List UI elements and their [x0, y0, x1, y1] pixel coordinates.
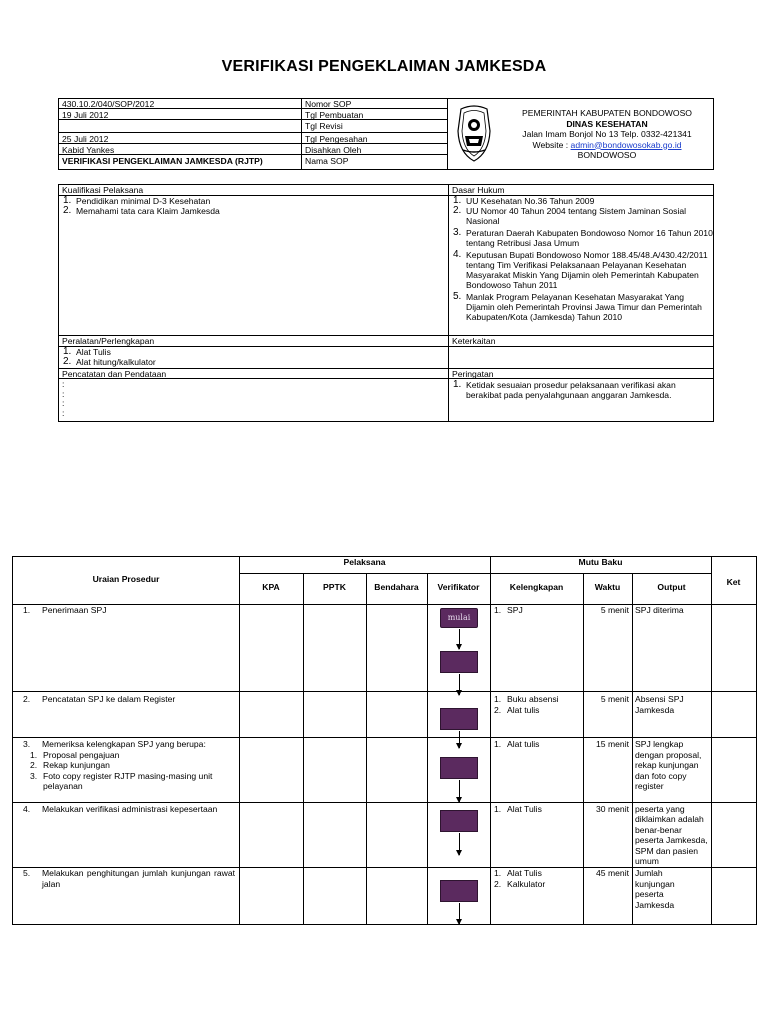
row-output: Jumlah kunjungan peserta Jamkesda: [635, 868, 675, 910]
grid-line: [13, 691, 756, 692]
list-item: 1. Alat Tulis: [494, 868, 542, 878]
government-name: PEMERINTAH KABUPATEN BONDOWOSO: [522, 108, 692, 118]
header-ket: Ket: [726, 577, 741, 587]
row-output: Absensi SPJ Jamkesda: [635, 694, 684, 715]
pencatatan-heading: Pencatatan dan Pendataan: [62, 369, 167, 379]
pencatatan-lines: [59, 380, 448, 418]
grid-line: [427, 574, 428, 924]
flow-arrow: [459, 674, 460, 695]
list-item: 4. Keputusan Bupati Bondowoso Nomor 188.45/48.A/430.42/2011 tentang Tim Verifikasi Pelaksanaan Pelayanan Kesehatan Masyarakat Miskin Yang Dijamin oleh Pemerintah Kabupaten Bondowoso Tahun 2011: [453, 249, 708, 290]
flow-arrow: [459, 903, 460, 924]
dasar-hukum-list: [449, 196, 713, 322]
row-waktu: 5 menit: [600, 694, 629, 704]
header-output: Output: [657, 582, 686, 592]
list-item: 1. Alat Tulis: [494, 804, 542, 814]
keterkaitan-cell: [449, 336, 713, 346]
row-kelengkapan: [490, 804, 583, 815]
header-kpa: KPA: [262, 582, 280, 592]
sop-labels-column: [302, 99, 448, 169]
flow-start-terminal: mulai: [440, 608, 478, 628]
list-item: 2. UU Nomor 40 Tahun 2004 tentang Sistem Jaminan Sosial Nasional: [453, 205, 687, 226]
row-number: 2.: [23, 694, 31, 704]
row-description: Penerimaan SPJ: [42, 605, 107, 615]
row-waktu: 30 menit: [596, 804, 629, 814]
row-number: 1.: [23, 605, 31, 615]
list-item: 1. Alat Tulis: [63, 346, 111, 357]
list-item: 2. Kalkulator: [494, 878, 546, 889]
organization-address: [503, 108, 711, 161]
list-item: 2. Alat hitung/kalkulator: [63, 356, 156, 367]
row-description: Memeriksa kelengkapan SPJ yang berupa:: [42, 739, 206, 749]
website-line: [503, 140, 711, 151]
peringatan-list: [449, 380, 713, 400]
city-name: BONDOWOSO: [577, 150, 637, 160]
dasar-hukum-heading: Dasar Hukum: [452, 185, 505, 195]
pencatatan-line: :: [62, 379, 65, 389]
list-item: 3. Foto copy register RJTP masing-masing unit pelayanan: [30, 770, 213, 792]
row-kelengkapan: [490, 739, 583, 750]
kualifikasi-heading: Kualifikasi Pelaksana: [62, 185, 144, 195]
list-item: 1. Proposal pengajuan: [30, 749, 120, 760]
row-description: Melakukan verifikasi administrasi kepesertaan: [42, 804, 218, 814]
pencatatan-line: :: [62, 388, 65, 399]
row-output: peserta yang diklaimkan adalah benar-benar peserta Jamkesda, SPM dan pasien umum: [635, 804, 708, 867]
peralatan-list: [59, 347, 448, 367]
pencatatan-cell: [59, 369, 448, 418]
flow-process-box: [440, 708, 478, 730]
sop-name-label: Nama SOP: [305, 156, 349, 166]
revision-date-value: [59, 121, 301, 133]
header-bendahara: Bendahara: [374, 582, 419, 592]
approved-by-label: Disahkan Oleh: [302, 145, 447, 155]
page-title: VERIFIKASI PENGEKLAIMAN JAMKESDA: [221, 58, 547, 75]
grid-line: [632, 574, 633, 924]
pencatatan-line: :: [62, 398, 65, 408]
list-item: 1. UU Kesehatan No.36 Tahun 2009: [453, 195, 595, 206]
peralatan-cell: [59, 336, 448, 367]
website-label: Website :: [532, 139, 569, 150]
flow-document-box: [440, 651, 478, 673]
list-item: 2. Alat tulis: [494, 704, 540, 715]
grid-line: [366, 574, 367, 924]
kualifikasi-list: [59, 196, 448, 216]
header-waktu: Waktu: [594, 582, 621, 592]
sop-values-column: [59, 99, 302, 169]
list-item: 2. Memahami tata cara Klaim Jamkesda: [63, 205, 220, 216]
list-item: 1. SPJ: [494, 605, 523, 615]
row-sub-list: [26, 750, 237, 792]
list-item: 5. Manlak Program Pelayanan Kesehatan Masyarakat Yang Dijamin oleh Pemerintah Provinsi Jawa Timur dan Pemerintah Kabupaten/Kota (Jamkesda) Tahun 2010: [453, 291, 702, 322]
header-mutu-baku: Mutu Baku: [578, 557, 623, 567]
organization-block: [448, 99, 713, 169]
grid-line: [711, 557, 712, 924]
procedure-table: [12, 556, 757, 925]
flow-process-box: [440, 810, 478, 832]
approved-by-value: Kabid Yankes: [59, 145, 301, 155]
approval-date-value: 25 Juli 2012: [59, 134, 301, 144]
district-seal-icon: [455, 103, 493, 165]
revision-date-label: Tgl Revisi: [302, 121, 447, 133]
dasar-hukum-cell: [449, 185, 713, 322]
row-waktu: 5 menit: [600, 605, 629, 615]
peringatan-cell: [449, 369, 713, 400]
grid-line: [13, 802, 756, 803]
flow-arrow: [459, 833, 460, 855]
list-item: 1. Buku absensi: [494, 694, 559, 704]
kualifikasi-cell: [59, 185, 448, 216]
sop-number-value: 430.10.2/040/SOP/2012: [59, 99, 301, 109]
grid-line: [239, 557, 240, 924]
flow-arrow: [459, 780, 460, 802]
list-item: 1. Pendidikan minimal D-3 Kesehatan: [63, 195, 211, 206]
header-kelengkapan: Kelengkapan: [509, 582, 564, 592]
peralatan-heading: Peralatan/Perlengkapan: [62, 336, 155, 346]
header-uraian: Uraian Prosedur: [92, 574, 160, 584]
row-number: 3.: [23, 739, 31, 749]
list-item: 2. Rekap kunjungan: [30, 760, 110, 771]
list-item: 3. Peraturan Daerah Kabupaten Bondowoso Nomor 16 Tahun 2010 tentang Retribusi Jasa Umum: [453, 227, 713, 248]
row-waktu: 15 menit: [596, 739, 629, 749]
grid-line: [239, 573, 711, 574]
header-pelaksana: Pelaksana: [343, 557, 386, 567]
row-kelengkapan: [490, 694, 583, 715]
header-verifikator: Verifikator: [437, 582, 480, 592]
address-line: Jalan Imam Bonjol No 13 Telp. 0332-421341: [522, 129, 692, 139]
sop-header-table: [58, 98, 714, 170]
list-item: 1. Ketidak sesuaian prosedur pelaksanaan verifikasi akan berakibat pada penyalahgunaan anggaran Jamkesda.: [453, 379, 676, 400]
grid-line: [13, 737, 756, 738]
keterkaitan-heading: Keterkaitan: [452, 336, 496, 346]
row-number: 5.: [23, 868, 31, 878]
sop-name-value: VERIFIKASI PENGEKLAIMAN JAMKESDA (RJTP): [62, 156, 263, 166]
sop-number-label: Nomor SOP: [302, 99, 447, 109]
peringatan-heading: Peringatan: [452, 369, 494, 379]
row-output: SPJ lengkap dengan proposal, rekap kunjungan dan foto copy register: [635, 739, 702, 792]
pencatatan-line: :: [62, 407, 65, 418]
row-description: Melakukan penghitungan jumlah kunjungan rawat jalan: [42, 868, 235, 889]
row-description-block: [30, 739, 237, 792]
grid-line: [303, 574, 304, 924]
row-description: Pencatatan SPJ ke dalam Register: [42, 694, 176, 704]
row-kelengkapan: [490, 868, 583, 889]
flow-arrow: [459, 629, 460, 649]
website-link[interactable]: admin@bondowosokab.go.id: [570, 139, 682, 150]
approval-date-label: Tgl Pengesahan: [302, 134, 447, 144]
row-number: 4.: [23, 804, 31, 814]
department-name: DINAS KESEHATAN: [566, 118, 648, 129]
row-waktu: 45 menit: [596, 868, 629, 878]
row-kelengkapan: [490, 605, 583, 616]
sop-info-table: [58, 184, 714, 422]
creation-date-label: Tgl Pembuatan: [302, 110, 447, 120]
list-item: 1. Alat tulis: [494, 739, 540, 749]
header-pptk: PPTK: [323, 582, 346, 592]
creation-date-value: 19 Juli 2012: [59, 110, 301, 120]
flow-process-box: [440, 757, 478, 779]
row-output: SPJ diterima: [635, 605, 684, 615]
flow-process-box: [440, 880, 478, 902]
flow-arrow: [459, 731, 460, 748]
